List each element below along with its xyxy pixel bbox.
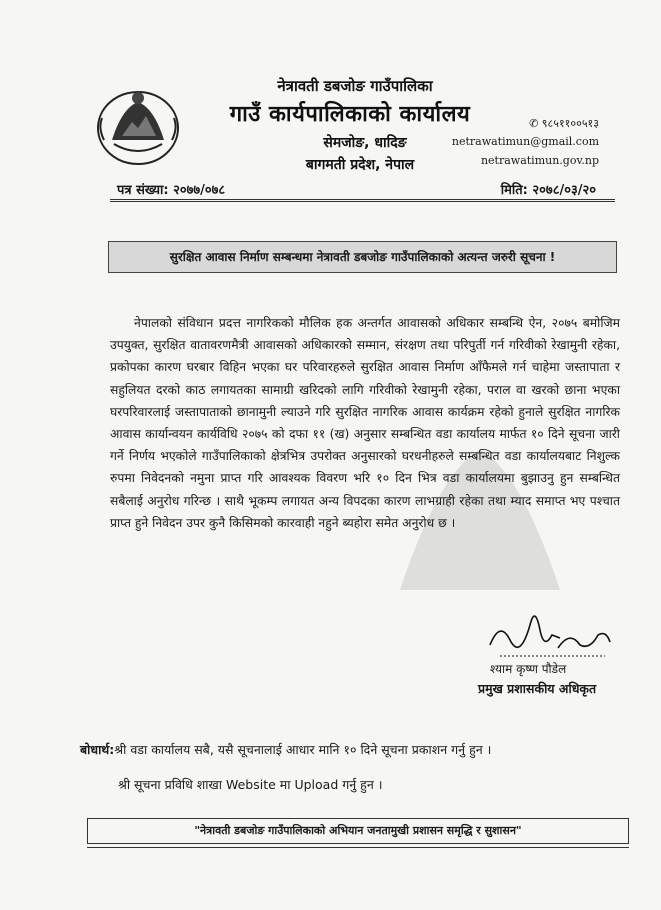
office-location: सेमजोङ, धादिङ <box>323 135 407 151</box>
cc-text-1: श्री वडा कार्यालय सबै, यसै सूचनालाई आधार मानि १० दिने सूचना प्रकाशन गर्नु हुन । <box>114 742 492 757</box>
notice-title: सुरक्षित आवास निर्माण सम्बन्धमा नेत्रावती डबजोङ गाउँपालिकाको अत्यन्त जरुरी सूचना ! <box>108 241 617 273</box>
letter-number: पत्र संख्या: २०७७/०७८ <box>117 183 226 198</box>
cc-line-1 <box>80 741 491 758</box>
office-title: गाउँ कार्यपालिकाको कार्यालय <box>229 102 471 127</box>
footer-slogan: "नेत्रावती डबजोङ गाउँपालिकाको अभियान जनतामुखी प्रशासन समृद्धि र सुशासन" <box>87 818 629 844</box>
cc-label: बोधार्थ: <box>80 742 115 757</box>
phone-value: ९८५११००५१३ <box>541 117 599 130</box>
signatory-title: प्रमुख प्रशासकीय अधिकृत <box>478 681 597 696</box>
footer-divider <box>87 847 629 848</box>
header-divider-secondary <box>110 201 615 202</box>
letter-date: मिति: २०७८/०३/२० <box>500 183 596 198</box>
cc-line-2: श्री सूचना प्रविधि शाखा Website मा Upload गर्नु हुन । <box>118 777 383 792</box>
website-address: netrawatimun.gov.np <box>480 154 599 167</box>
notice-body: नेपालको संविधान प्रदत्त नागरिकको मौलिक हक अन्तर्गत आवासको अधिकार सम्बन्धि ऐन, २०७५ बमोजिम उपयुक्त, सुरक्षित वातावरणमैत्री आवासको अधिकारको सम्मान, संरक्षण तथा परिपुर्ती गर्न गरिवीको रेखामुनी रहेका, प्रकोपका कारण घरबार विहिन भएका घर परिवारहरुले सुरक्षित आवास निर्माण आँफैमले गर्न चाहेमा जस्तापाता र सहुलियत दरको काठ लगायतका सामाग्री खरिदको लागि गरिवीको रेखामुनी रहेका, पराल वा खरको छाना भएका घरपरिवारलाई जस्तापाताको छानामुनी ल्याउने गरि सुरक्षित नागरिक आवास कार्यक्रम रहेको हुनाले सुरक्षित नागरिक आवास कार्यान्वयन कार्यविधि २०७५ को दफा ११ (ख) अनुसार सम्बन्धित वडा कार्यालय मार्फत १० दिने सूचना जारी गर्ने निर्णय भएकोले गाउँपालिकाको क्षेत्रभित्र उपरोक्त अनुसारको घरधनीहरुले सम्बन्धित वडा कार्यालयबाट निशुल्क रुपमा निवेदनको नमुना प्राप्त गरि आवश्यक विवरण भरि १० दिन भित्र वडा कार्यालयमा बुझाउनु हुन सम्बन्धित सबैलाई अनुरोध गरिन्छ । साथै भूकम्प लगायत अन्य विपदका कारण लाभग्राही रहेका तथा म्याद समाप्त भए पश्चात प्राप्त हुने निवेदन उपर कुनै किसिमको कारवाही नहुने ब्यहोरा समेत अनुरोध छ । <box>110 316 620 530</box>
nepal-emblem-icon <box>92 78 184 170</box>
municipality-name: नेत्रावती डबजोङ गाउँपालिका <box>277 77 433 95</box>
signature-icon <box>480 590 620 665</box>
header-divider <box>110 199 615 200</box>
signatory-name: श्याम कृष्ण पौडेल <box>490 662 567 676</box>
email-address: netrawatimun@gmail.com <box>451 135 599 148</box>
phone-number: ✆ ९८५११००५१३ <box>529 117 599 130</box>
office-province: बागमती प्रदेश, नेपाल <box>305 157 415 173</box>
